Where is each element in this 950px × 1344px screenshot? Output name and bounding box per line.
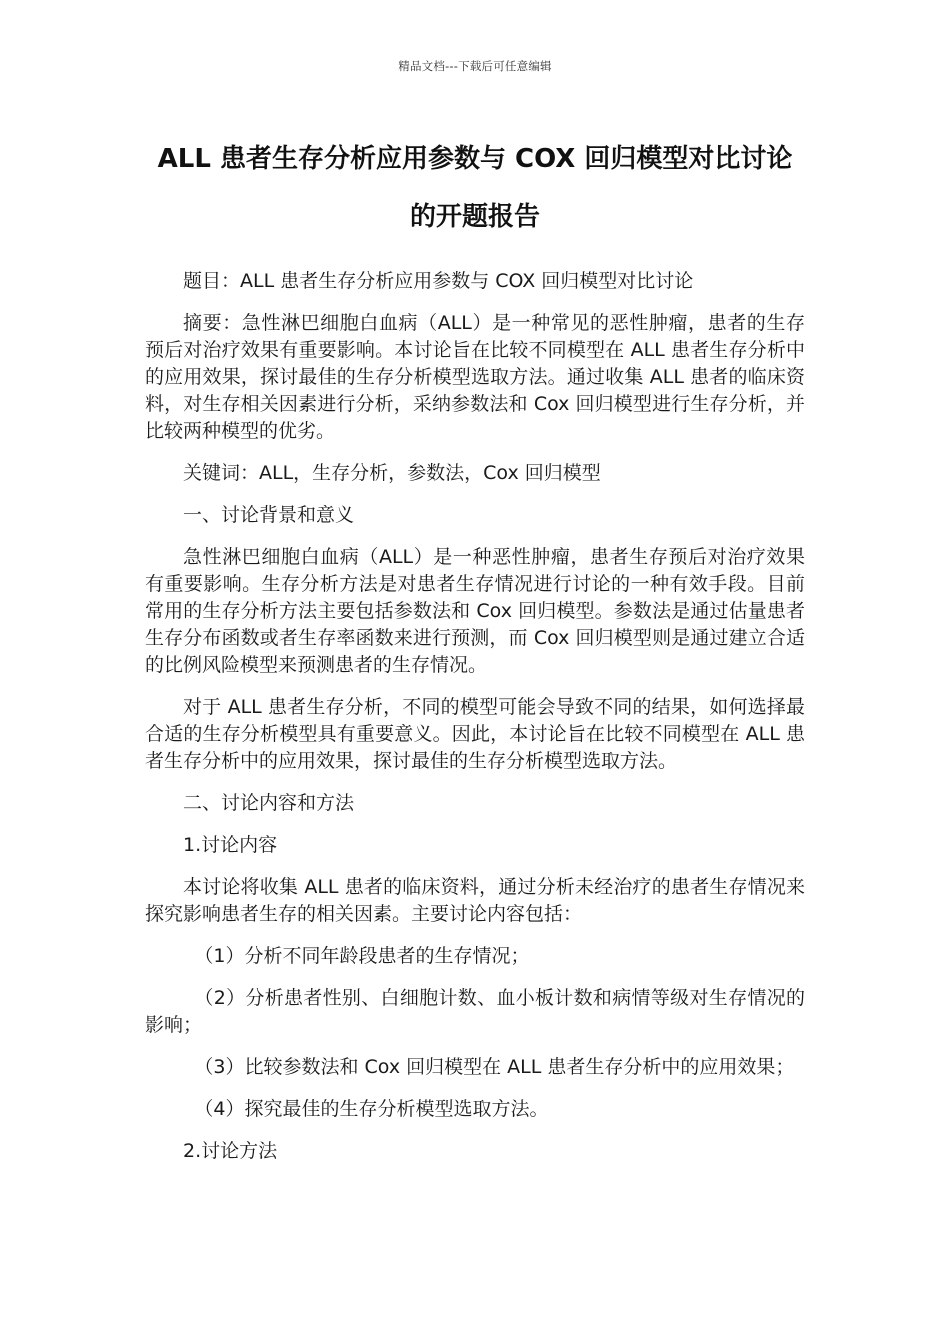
section-heading-1: 一、讨论背景和意义 xyxy=(183,504,355,526)
header-note: 精品文档---下载后可任意编辑 xyxy=(398,59,552,73)
subsection-heading-method: 2.讨论方法 xyxy=(183,1140,278,1162)
document-body xyxy=(145,268,805,1180)
list-item: （4）探究最佳的生存分析模型选取方法。 xyxy=(194,1098,549,1120)
topic-line: 题目：ALL 患者生存分析应用参数与 COX 回归模型对比讨论 xyxy=(183,270,694,292)
keywords-line: 关键词：ALL，生存分析，参数法，Cox 回归模型 xyxy=(183,462,601,484)
background-paragraph-1: 急性淋巴细胞白血病（ALL）是一种恶性肿瘤，患者生存预后对治疗效果有重要影响。生存分析方法是对患者生存情况进行讨论的一种有效手段。目前常用的生存分析方法主要包括参数法和 Cox 回归模型。参数法是通过估量患者生存分布函数或者生存率函数来进行预测，而 Cox 回归模型则是通过建立合适的比例风险模型来预测患者的生存情况。 xyxy=(145,546,805,676)
document-title: ALL 患者生存分析应用参数与 COX 回归模型对比讨论的开题报告 xyxy=(157,144,793,232)
list-item: （3）比较参数法和 Cox 回归模型在 ALL 患者生存分析中的应用效果； xyxy=(194,1056,795,1078)
background-paragraph-2: 对于 ALL 患者生存分析，不同的模型可能会导致不同的结果，如何选择最合适的生存分析模型具有重要意义。因此，本讨论旨在比较不同模型在 ALL 患者生存分析中的应用效果，探讨最佳的生存分析模型选取方法。 xyxy=(145,696,805,772)
subsection-heading-content: 1.讨论内容 xyxy=(183,834,278,856)
list-item: （1）分析不同年龄段患者的生存情况； xyxy=(194,945,530,967)
list-item: （2）分析患者性别、白细胞计数、血小板计数和病情等级对生存情况的影响； xyxy=(145,987,805,1036)
content-paragraph: 本讨论将收集 ALL 患者的临床资料，通过分析未经治疗的患者生存情况来探究影响患者生存的相关因素。主要讨论内容包括： xyxy=(145,876,805,925)
section-heading-2: 二、讨论内容和方法 xyxy=(183,792,355,814)
abstract-paragraph: 摘要：急性淋巴细胞白血病（ALL）是一种常见的恶性肿瘤，患者的生存预后对治疗效果有重要影响。本讨论旨在比较不同模型在 ALL 患者生存分析中的应用效果，探讨最佳的生存分析模型选取方法。通过收集 ALL 患者的临床资料，对生存相关因素进行分析，采纳参数法和 Cox 回归模型进行生存分析，并比较两种模型的优劣。 xyxy=(145,312,805,442)
